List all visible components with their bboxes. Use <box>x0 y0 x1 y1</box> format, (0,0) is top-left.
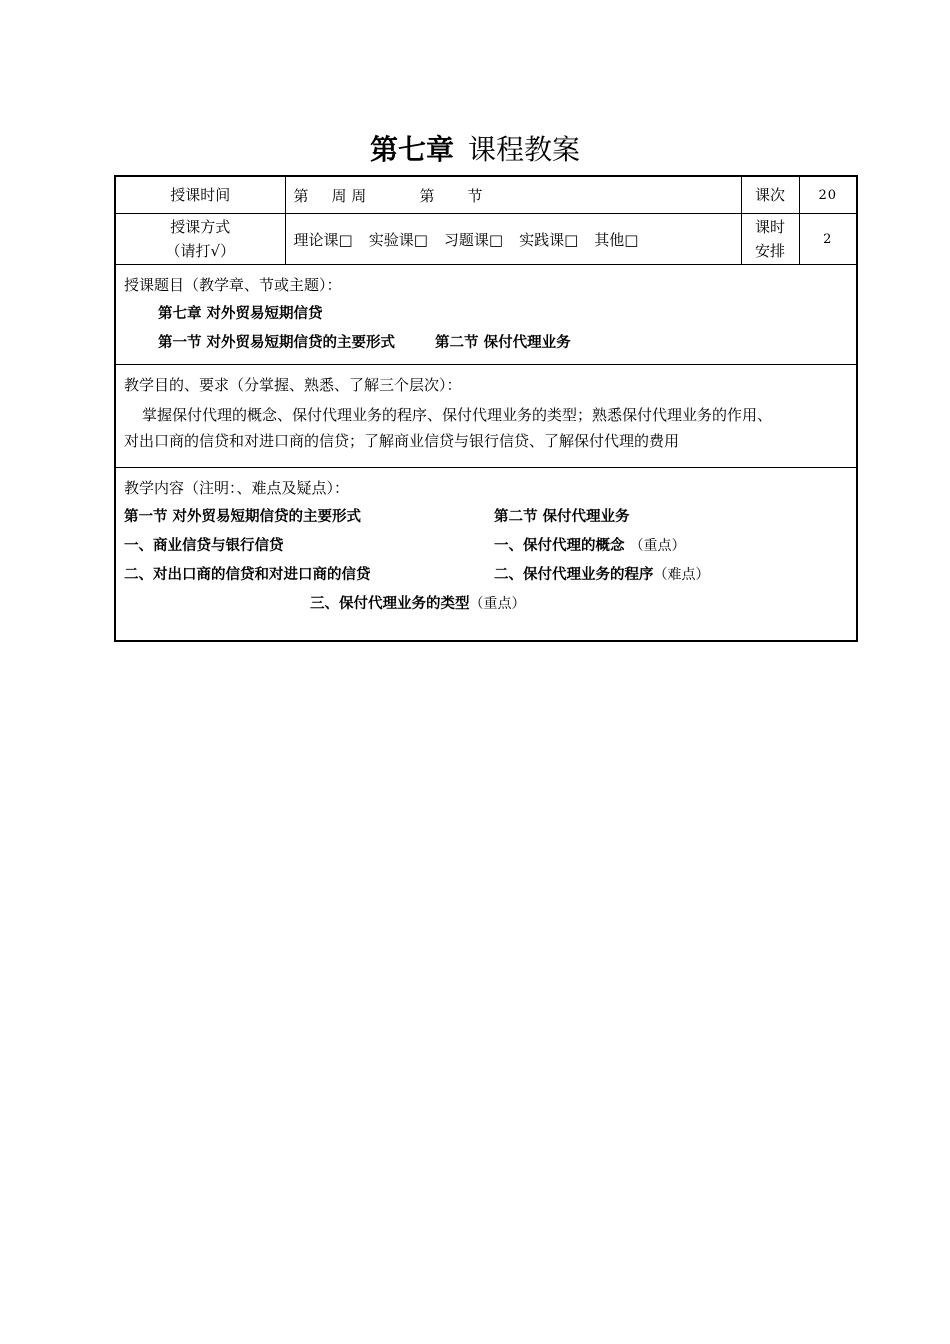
option-other[interactable]: 其他□ <box>594 230 639 249</box>
topic-row <box>115 265 857 365</box>
count-label: 课次 <box>741 176 799 214</box>
lesson-plan-table <box>114 175 858 642</box>
time-di-1: 第 <box>293 186 309 205</box>
item-3-note: （重点） <box>469 596 526 612</box>
document-title: 课程教案 <box>468 133 581 166</box>
method-label-line1: 授课方式 <box>170 218 231 236</box>
method-label-line2: （请打√） <box>165 242 236 260</box>
topic-section-1: 第一节 对外贸易短期信贷的主要形式 <box>158 335 396 351</box>
time-section: 节 <box>467 186 483 205</box>
objectives-line-1: 掌握保付代理的概念、保付代理业务的程序、保付代理业务的类型；熟悉保付代理业务的作用、 <box>142 406 773 424</box>
option-theory[interactable]: 理论课□ <box>293 230 353 249</box>
content-left-item-2: 二、对出口商的信贷和对进口商的信贷 <box>124 567 371 583</box>
count-value: 20 <box>799 176 857 214</box>
content-right-title: 第二节 保付代理业务 <box>494 509 630 525</box>
chapter-title: 第七章 <box>369 133 454 166</box>
right-item-2-note: （难点） <box>653 567 710 583</box>
content-item-3 <box>124 590 848 619</box>
item-3-text: 三、保付代理业务的类型 <box>310 596 470 612</box>
topic-label: 授课题目（教学章、节或主题）： <box>124 276 342 294</box>
right-item-2-text: 二、保付代理业务的程序 <box>494 567 654 583</box>
time-di-2: 第 <box>419 186 435 205</box>
objectives-label: 教学目的、要求（分掌握、熟悉、了解三个层次）： <box>124 376 462 394</box>
topic-sections <box>124 329 848 358</box>
option-exercise[interactable]: 习题课□ <box>443 230 504 249</box>
content-left-item-1: 一、商业信贷与银行信贷 <box>124 538 284 554</box>
topic-section-2: 第二节 保付代理业务 <box>435 335 571 351</box>
content-label: 教学内容（注明：、难点及疑点）： <box>124 479 350 497</box>
objectives-row <box>115 365 857 468</box>
content-cell <box>115 468 857 642</box>
method-row <box>115 214 857 265</box>
hours-label-line2: 安排 <box>754 242 785 260</box>
content-left-title: 第一节 对外贸易短期信贷的主要形式 <box>124 509 362 525</box>
topic-chapter: 第七章 对外贸易短期信贷 <box>158 306 323 322</box>
time-row <box>115 176 857 214</box>
hours-label-line1: 课时 <box>754 218 785 236</box>
option-experiment[interactable]: 实验课□ <box>368 230 428 249</box>
objectives-cell <box>115 365 857 468</box>
method-label <box>115 214 285 265</box>
hours-label <box>741 214 799 265</box>
content-row <box>115 468 857 642</box>
topic-cell <box>115 265 857 365</box>
content-right-item-2 <box>494 561 854 590</box>
right-item-1-note: （重点） <box>629 538 686 554</box>
hours-value: 2 <box>799 214 857 265</box>
objectives-line-2: 对出口商的信贷和对进口商的信贷；了解商业信贷与银行信贷、了解保付代理的费用 <box>124 432 680 450</box>
content-right-item-1 <box>494 532 854 561</box>
time-value <box>285 176 741 214</box>
time-week: 周 周 <box>331 186 367 205</box>
page-title <box>0 130 950 170</box>
content-outline <box>124 503 848 590</box>
option-practice[interactable]: 实践课□ <box>519 230 579 249</box>
right-item-1-text: 一、保付代理的概念 <box>494 538 625 554</box>
objectives-text <box>124 402 848 454</box>
time-label: 授课时间 <box>115 176 285 214</box>
method-options <box>285 214 741 265</box>
